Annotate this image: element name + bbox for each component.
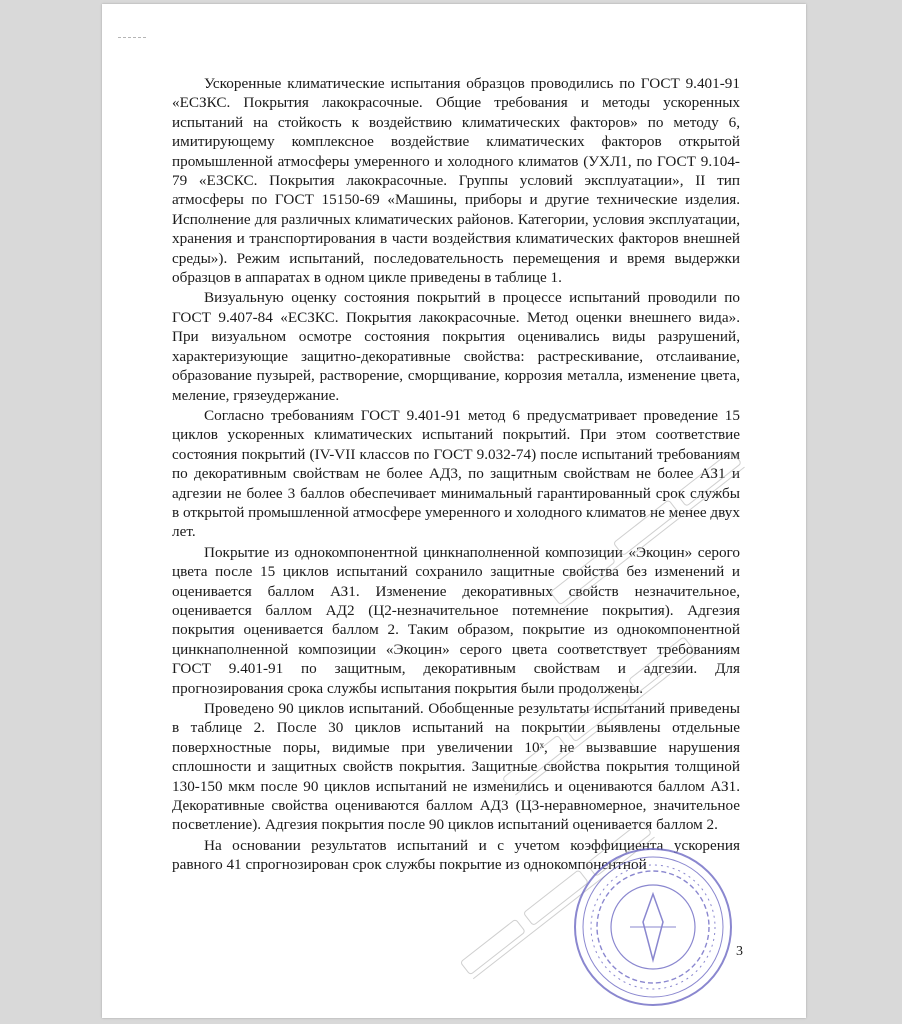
document-body — [172, 74, 740, 876]
paragraph-forecast: На основании результатов испытаний и с учетом коэффициента ускорения равного 41 спрогнозирован срок службы покрытие из однокомпонентной — [172, 836, 740, 874]
scan-artifact — [118, 26, 146, 29]
paragraph-test-method: Ускоренные климатические испытания образцов проводились по ГОСТ 9.401-91 «ЕСЗКС. Покрытия лакокрасочные. Общие требования и методы ускоренных испытаний на стойкость к воздействию климатических факторов» по методу 6, имитирующему комплексное воздействие климатических факторов открытой промышленной атмосферы умеренного и холодного климатов (УХЛ1, по ГОСТ 9.104-79 «ЕЗСКС. Покрытия лакокрасочные. Группы условий эксплуатации», II тип атмосферы по ГОСТ 15150-69 «Машины, приборы и другие технические изделия. Исполнение для различных климатических районов. Категории, условия эксплуатации, хранения и транспортирования в части воздействия климатических факторов внешней среды»). Режим испытаний, последовательность перемещения и время выдержки образцов в аппаратах в одном цикле приведены в таблице 1. — [172, 75, 740, 287]
paragraph-ecocin-15-cycles: Покрытие из однокомпонентной цинкнаполненной композиции «Экоцин» серого цвета после 15 циклов испытаний сохранило защитные свойства без изменений и оценивается баллом АЗ1. Изменение декоративных свойств незначительное, оценивается баллом АД2 (Ц2-незначительное потемнение покрытия). Адгезия покрытия оценивается баллом 2. Таким образом, покрытие из однокомпонентной цинкнаполненной композиции «Экоцин» серого цвета соответствует требованиям ГОСТ 9.401-91 по защитным, декоративным свойствам и адгезии. Для прогнозирования срока службы испытания покрытия были продолжены. — [172, 543, 740, 697]
organization-seal — [568, 842, 738, 1012]
page-number: 3 — [736, 944, 743, 959]
paragraph-90-cycles: Проведено 90 циклов испытаний. Обобщенные результаты испытаний приведены в таблице 2. После 30 циклов испытаний на покрытии выявлены отдельные поверхностные поры, видимые при увеличении 10ˣ, не вызвавшие нарушения сплошности и защитных свойств покрытия. Защитные свойства покрытия толщиной 130-150 мкм после 90 циклов испытаний не изменились и оцениваются баллом АЗ1. Декоративные свойства оцениваются баллом АД3 (Ц3-неравномерное, значительное посветление). Адгезия покрытия после 90 циклов испытаний оценивается баллом 2. — [172, 700, 740, 834]
document-page — [102, 4, 806, 1018]
paragraph-visual-assessment: Визуальную оценку состояния покрытий в процессе испытаний проводили по ГОСТ 9.407-84 «ЕСЗКС. Покрытия лакокрасочные. Метод оценки внешнего вида». При визуальном осмотре состояния покрытия оценивались виды разрушений, характеризующие защитно-декоративные свойства: растрескивание, отслаивание, образование пузырей, растворение, сморщивание, коррозия металла, изменение цвета, меление, грязеудержание. — [172, 289, 740, 404]
paragraph-requirements: Согласно требованиям ГОСТ 9.401-91 метод 6 предусматривает проведение 15 циклов ускоренных климатических испытаний покрытий. При этом соответствие состояния покрытий (IV-VII классов по ГОСТ 9.032-74) после испытаний требованиям по декоративным свойствам не более АД3, по защитным свойствам не более АЗ1 и адгезии не более 3 баллов обеспечивает минимальный гарантированный срок службы в открытой промышленной атмосфере умеренного и холодного климатов не менее двух лет. — [172, 406, 740, 541]
